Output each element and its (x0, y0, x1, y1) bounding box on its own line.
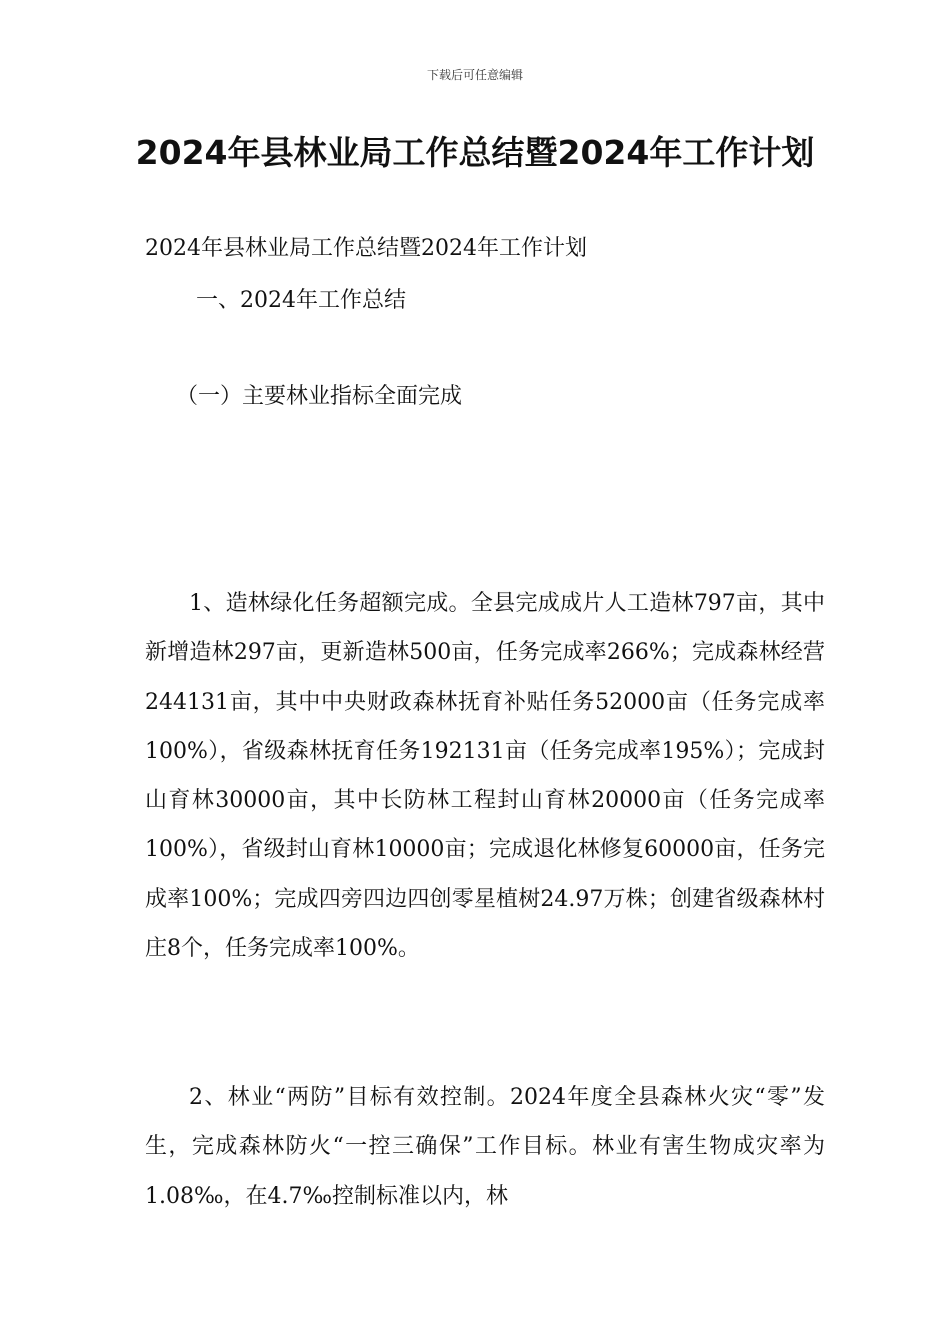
paragraph-afforestation: 1、造林绿化任务超额完成。全县完成成片人工造林797亩，其中新增造林297亩，更新造林500亩，任务完成率266%；完成森林经营244131亩，其中中央财政森林抚育补贴任务52000亩（任务完成率100%），省级森林抚育任务192131亩（任务完成率195%）；完成封山育林30000亩，其中长防林工程封山育林20000亩（任务完成率100%），省级封山育林10000亩；完成退化林修复60000亩，任务完成率100%；完成四旁四边四创零星植树24.97万株；创建省级森林村庄8个，任务完成率100%。 (145, 591, 825, 962)
document-title: 2024年县林业局工作总结暨2024年工作计划 (135, 133, 815, 172)
subsection-heading: （一）主要林业指标全面完成 (176, 384, 463, 409)
header-watermark: 下载后可任意编辑 (426, 68, 523, 82)
paragraph-prevention: 2、林业“两防”目标有效控制。2024年度全县森林火灾“零”发生，完成森林防火“一控三确保”工作目标。林业有害生物成灾率为1.08‰，在4.7‰控制标准以内，林 (145, 1085, 825, 1209)
document-subtitle: 2024年县林业局工作总结暨2024年工作计划 (145, 236, 587, 261)
section-heading: 一、2024年工作总结 (196, 288, 406, 313)
